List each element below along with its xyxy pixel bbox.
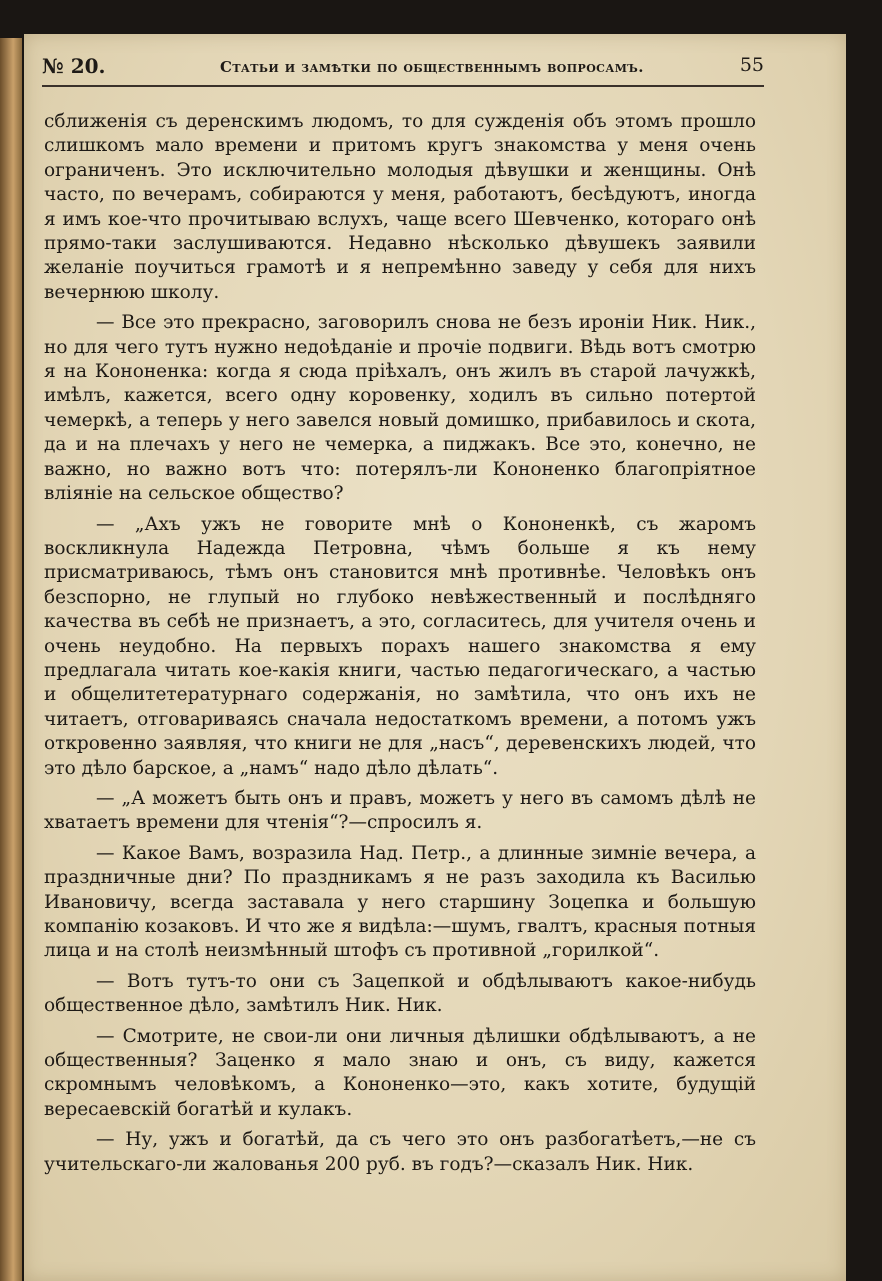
running-header	[42, 54, 782, 84]
issue-number: № 20.	[42, 54, 106, 78]
paragraph: — „А можетъ быть онъ и правъ, можетъ у него въ самомъ дѣлѣ не хватаетъ времени для чтенія“?—спросилъ я.	[44, 787, 756, 834]
page-number: 55	[739, 54, 764, 76]
paragraph: — Какое Вамъ, возразила Над. Петр., а длинные зимніе вечера, а праздничные дни? По праздникамъ я не разъ заходила къ Василью Ивановичу, всегда заставала у него старшину Зоцепка и большую компанію козаковъ. И что же я видѣла:—шумъ, гвалтъ, красныя потныя лица и на столѣ неизмѣнный штофъ съ противной „горилкой“.	[44, 842, 756, 962]
paragraph: — Все это прекрасно, заговорилъ снова не безъ ироніи Ник. Ник., но для чего тутъ нужно недоѣданіе и прочіе подвиги. Вѣдь вотъ смотрю я на Кононенка: когда я сюда пріѣхалъ, онъ жилъ въ старой лачужкѣ, имѣлъ, кажется, всего одну коровенку, ходилъ въ сильно потертой чемеркѣ, а теперь у него завелся новый домишко, прибавилось и скота, да и на плечахъ у него не чемерка, а пиджакъ. Все это, конечно, не важно, но важно вотъ что: потерялъ-ли Кононенко благопріятное вліяніе на сельское общество?	[44, 312, 756, 505]
paragraph: — Смотрите, не свои-ли они личныя дѣлишки обдѣлываютъ, а не общественныя? Заценко я мало знаю и онъ, съ виду, кажется скромнымъ человѣкомъ, а Кононенко—это, какъ хотите, будущій вересаевскій богатѣй и кулакъ.	[44, 1025, 756, 1120]
article-body	[44, 110, 756, 1183]
paragraph: — Ну, ужъ и богатѣй, да съ чего это онъ разбогатѣетъ,—не съ учительскаго-ли жалованья 200 руб. въ годъ?—сказалъ Ник. Ник.	[44, 1129, 756, 1175]
left-page-edge	[0, 38, 22, 1281]
running-title: Статьи и замѣтки по общественнымъ вопросамъ.	[220, 58, 644, 76]
paragraph: — Вотъ тутъ-то они съ Зацепкой и обдѣлываютъ какое-нибудь общественное дѣло, замѣтилъ Ник. Ник.	[44, 970, 756, 1017]
paragraph-continuation: сближенія съ деренскимъ людомъ, то для сужденія объ этомъ прошло слишкомъ мало времени и притомъ кругъ знакомства у меня очень ограниченъ. Это исключительно молодыя дѣвушки и женщины. Онѣ часто, по вечерамъ, собираются у меня, работаютъ, бесѣдуютъ, иногда я имъ кое-что прочитываю вслухъ, чаще всего Шевченко, котораго онѣ прямо-таки заслушиваются. Недавно нѣсколько дѣвушекъ заявили желаніе поучиться грамотѣ и я непремѣнно заведу у себя для нихъ вечернюю школу.	[44, 111, 756, 303]
header-rule	[42, 85, 764, 87]
paragraph: — „Ахъ ужъ не говорите мнѣ о Кононенкѣ, съ жаромъ воскликнула Надежда Петровна, чѣмъ больше я къ нему присматриваюсь, тѣмъ онъ становится мнѣ противнѣе. Человѣкъ онъ безспорно, не глупый но глубоко невѣжественный и послѣдняго качества въ себѣ не признаетъ, а это, согласитесь, для учителя очень и очень неудобно. На первыхъ порахъ нашего знакомства я ему предлагала читать кое-какія книги, частью педагогическаго, а частью и общелитетературнаго содержанія, но замѣтила, что онъ ихъ не читаетъ, отговариваясь сначала недостаткомъ времени, а потомъ ужъ откровенно заявляя, что книги не для „насъ“, деревенскихъ людей, что это дѣло барское, а „намъ“ надо дѣло дѣлать“.	[44, 513, 756, 779]
